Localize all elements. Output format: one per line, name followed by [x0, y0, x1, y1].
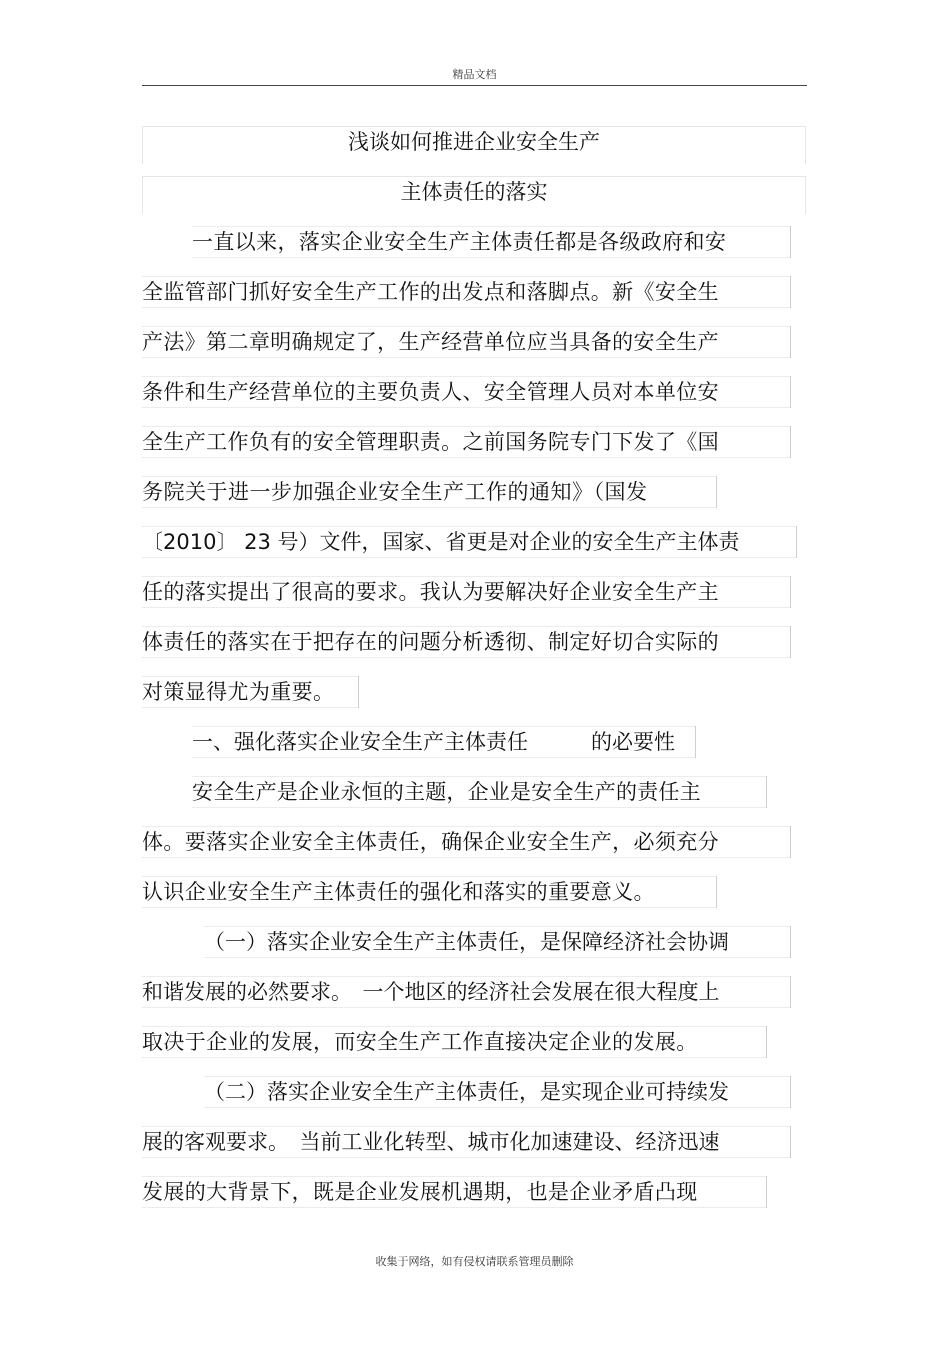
line-end-marker [766, 1176, 767, 1208]
document-title: 浅谈如何推进企业安全生产 [348, 130, 600, 154]
document-subtitle: 主体责任的落实 [400, 180, 548, 204]
line-end-marker [790, 376, 791, 408]
body-line: 体。要落实企业安全主体责任，确保企业安全生产，必须充分 [142, 826, 790, 858]
body-line: 〔2010〕 23 号）文件，国家、省更是对企业的安全生产主体责 [142, 526, 796, 558]
line-end-marker [716, 476, 717, 508]
body-line: 发展的大背景下，既是企业发展机遇期，也是企业矛盾凸现 [142, 1176, 766, 1208]
body-line: 务院关于进一步加强企业安全生产工作的通知》（国发 [142, 476, 716, 508]
line-end-marker [790, 426, 791, 458]
body-line: 产法》第二章明确规定了，生产经营单位应当具备的安全生产 [142, 326, 790, 358]
body-line: 一直以来，落实企业安全生产主体责任都是各级政府和安 [192, 226, 790, 258]
line-end-marker [716, 876, 717, 908]
section-heading: 一、强化落实企业安全生产主体责任 的必要性 [192, 726, 695, 758]
line-end-marker [790, 1076, 791, 1108]
line-end-marker [790, 626, 791, 658]
body-line: 展的客观要求。 当前工业化转型、城市化加速建设、经济迅速 [142, 1126, 790, 1158]
header-divider [142, 85, 807, 86]
line-end-marker [766, 1026, 767, 1058]
subsection-heading: （一）落实企业安全生产主体责任，是保障经济社会协调 [204, 926, 790, 958]
line-end-marker [790, 276, 791, 308]
line-end-marker [790, 976, 791, 1008]
line-end-marker [766, 776, 767, 808]
line-end-marker [695, 726, 696, 758]
line-end-marker [358, 676, 359, 708]
body-line: 全监管部门抓好安全生产工作的出发点和落脚点。新《安全生 [142, 276, 790, 308]
page-header: 精品文档 [452, 68, 497, 81]
body-line: 条件和生产经营单位的主要负责人、安全管理人员对本单位安 [142, 376, 790, 408]
body-line: 对策显得尤为重要。 [142, 676, 358, 708]
line-end-marker [790, 226, 791, 258]
body-line: 认识企业安全生产主体责任的强化和落实的重要意义。 [142, 876, 716, 908]
line-end-marker [796, 526, 797, 558]
line-end-marker [790, 926, 791, 958]
body-line: 安全生产是企业永恒的主题，企业是安全生产的责任主 [192, 776, 766, 808]
page-footer: 收集于网络，如有侵权请联系管理员删除 [375, 1255, 574, 1268]
body-line: 取决于企业的发展，而安全生产工作直接决定企业的发展。 [142, 1026, 766, 1058]
body-line: 任的落实提出了很高的要求。我认为要解决好企业安全生产主 [142, 576, 790, 608]
body-line: 和谐发展的必然要求。 一个地区的经济社会发展在很大程度上 [142, 976, 790, 1008]
subsection-heading: （二）落实企业安全生产主体责任，是实现企业可持续发 [204, 1076, 790, 1108]
line-end-marker [790, 576, 791, 608]
body-line: 全生产工作负有的安全管理职责。之前国务院专门下发了《国 [142, 426, 790, 458]
line-end-marker [790, 826, 791, 858]
line-end-marker [790, 1126, 791, 1158]
body-line: 体责任的落实在于把存在的问题分析透彻、制定好切合实际的 [142, 626, 790, 658]
line-end-marker [790, 326, 791, 358]
